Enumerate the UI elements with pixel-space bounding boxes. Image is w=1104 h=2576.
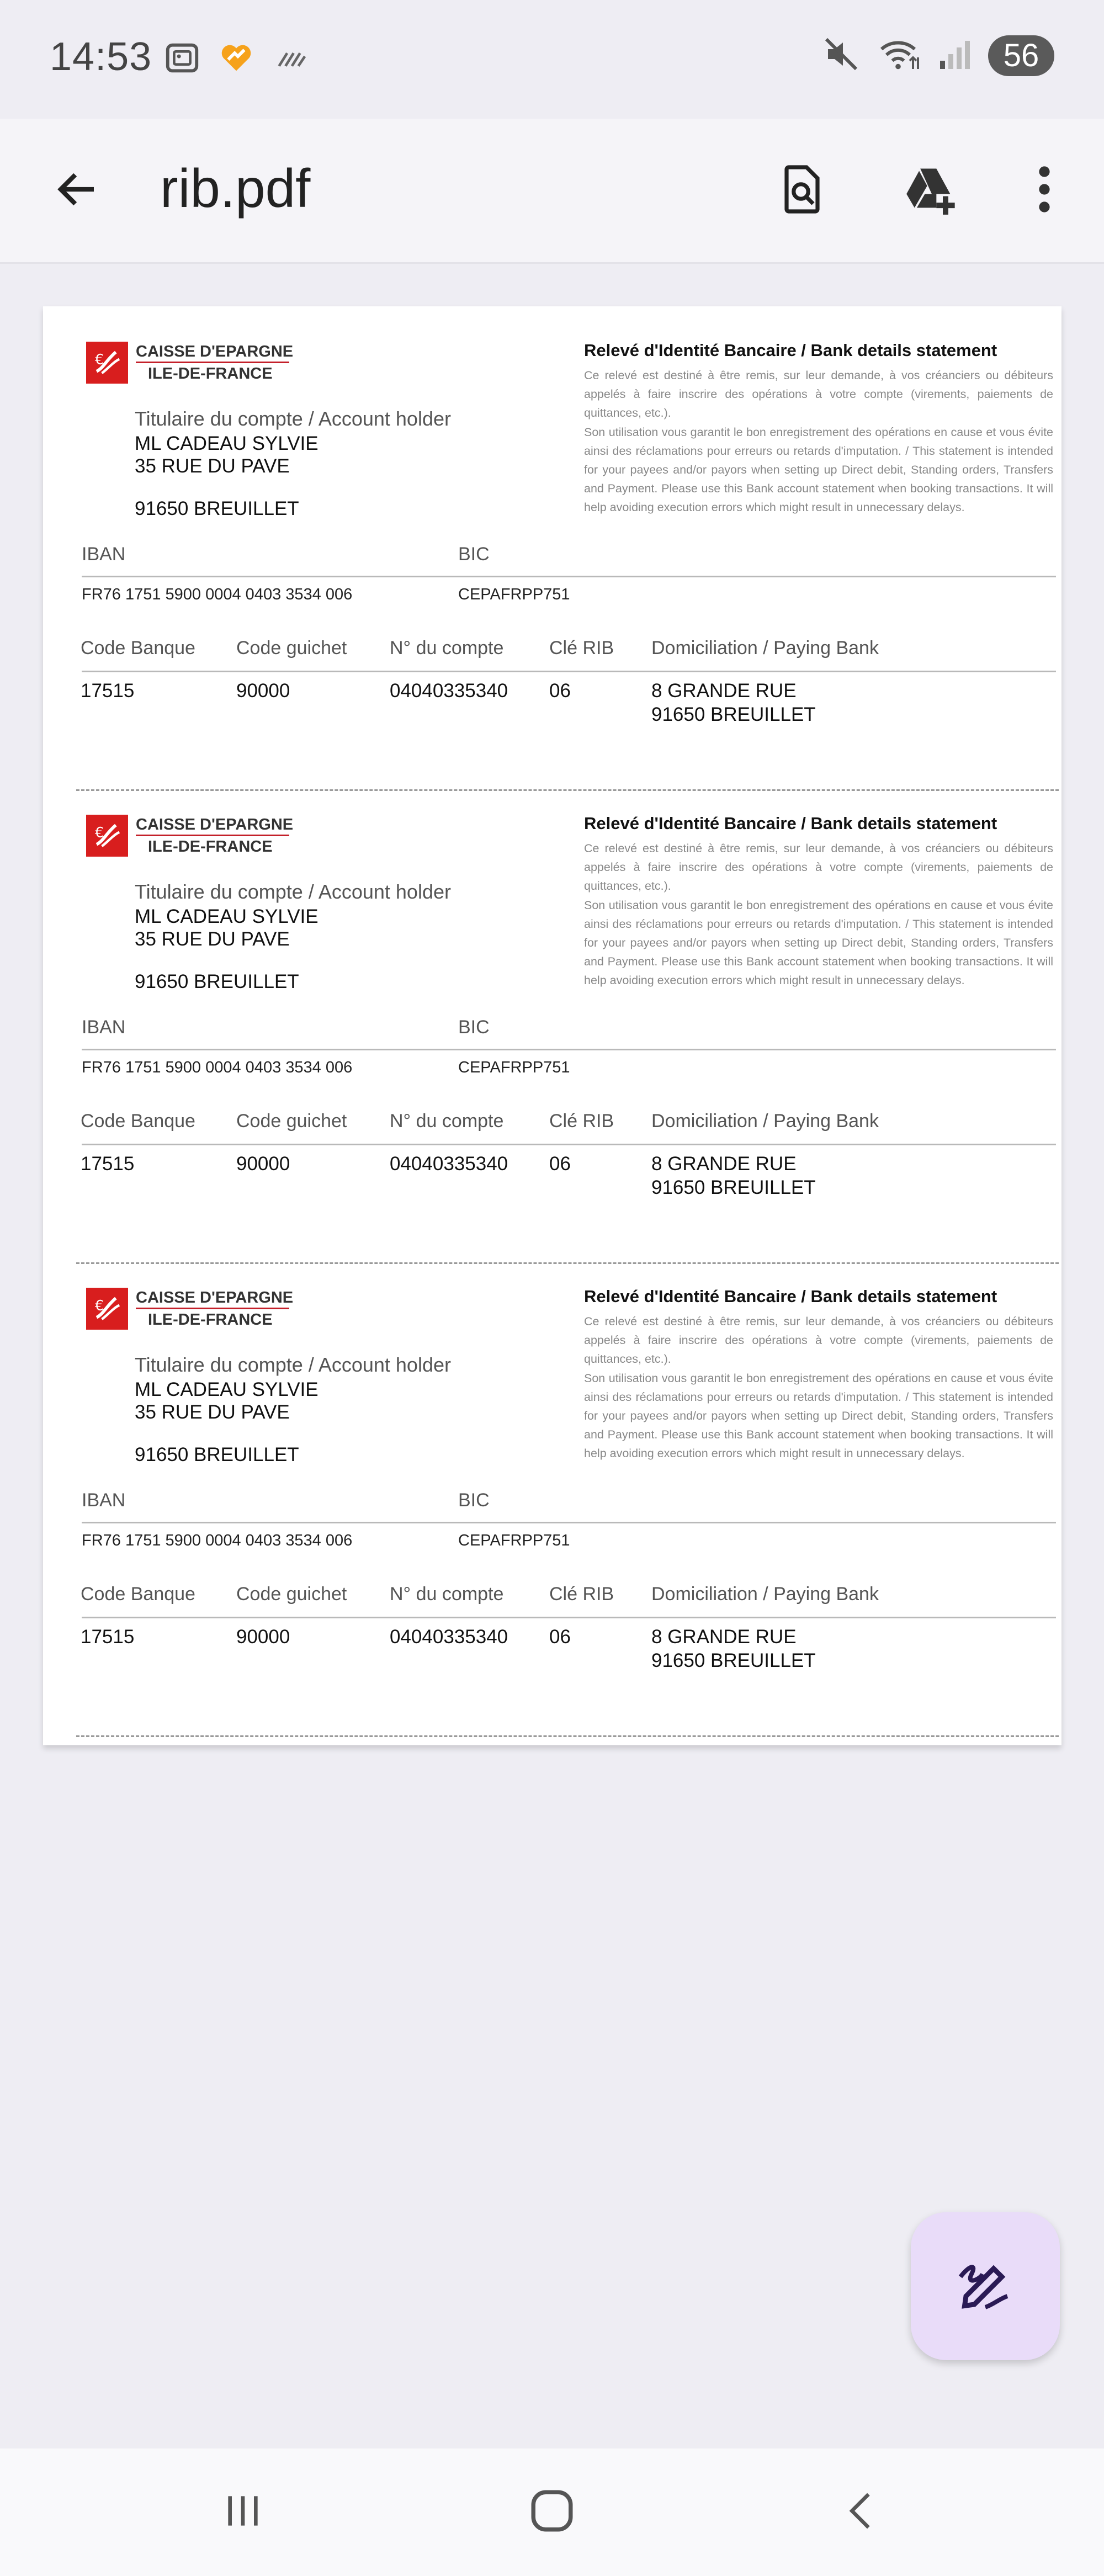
cell-signal-icon (938, 34, 972, 77)
more-options-button[interactable] (1011, 157, 1078, 224)
cle-rib-label: Clé RIB (549, 638, 614, 658)
bic-label: BIC (458, 1490, 490, 1511)
divider (82, 576, 1056, 577)
caisse-epargne-logo (86, 342, 128, 384)
bank-name: CAISSE D'EPARGNE (136, 816, 294, 833)
code-banque-value: 17515 (81, 1153, 135, 1175)
mute-icon (821, 34, 861, 77)
holder-city: 91650 BREUILLET (135, 1444, 299, 1465)
divider (82, 1522, 1056, 1523)
search-document-icon (776, 163, 829, 219)
num-compte-label: N° du compte (390, 1111, 504, 1132)
bic-value: CEPAFRPP751 (458, 1059, 570, 1076)
app-bar (0, 119, 1104, 264)
notice-body (584, 839, 1053, 990)
home-icon (527, 2486, 577, 2538)
navigation-bar (0, 2448, 1104, 2576)
iban-value: FR76 1751 5900 0004 0403 3534 006 (82, 1532, 353, 1549)
notice-title: Relevé d'Identité Bancaire / Bank details statement (584, 814, 997, 833)
code-banque-value: 17515 (81, 680, 135, 702)
logo-underline (136, 362, 289, 363)
svg-text:€: € (94, 824, 104, 841)
divider (82, 1617, 1056, 1618)
notice-paragraph-en: Son utilisation vous garantit le bon enregistrement des opérations en cause et vous évite ainsi des réclamations pour erreurs ou retards d'imputation. / This statement is intended for your payees and/or payors when setting up Direct debit, Standing orders, Transfers and Payment. Please use this Bank account statement when booking transactions. It will help avoiding execution errors which might result in unnecessary delays. (584, 898, 1053, 987)
cle-rib-label: Clé RIB (549, 1111, 614, 1132)
holder-label: Titulaire du compte / Account holder (135, 407, 451, 430)
signal-stripes-icon (271, 39, 310, 80)
notice-body (584, 1312, 1053, 1463)
bic-value: CEPAFRPP751 (458, 586, 570, 603)
bic-label: BIC (458, 1017, 490, 1038)
code-guichet-value: 90000 (236, 680, 290, 702)
holder-street: 35 RUE DU PAVE (135, 1401, 290, 1423)
notice-title: Relevé d'Identité Bancaire / Bank details statement (584, 1287, 997, 1306)
bank-region: ILE-DE-FRANCE (148, 1311, 273, 1329)
heart-app-icon (217, 39, 256, 80)
caisse-epargne-logo (86, 1288, 128, 1330)
notice-paragraph-en: Son utilisation vous garantit le bon enregistrement des opérations en cause et vous évite ainsi des réclamations pour erreurs ou retards d'imputation. / This statement is intended for your payees and/or payors when setting up Direct debit, Standing orders, Transfers and Payment. Please use this Bank account statement when booking transactions. It will help avoiding execution errors which might result in unnecessary delays. (584, 1371, 1053, 1460)
arrow-back-icon (52, 164, 102, 217)
recents-icon (221, 2489, 265, 2536)
code-guichet-value: 90000 (236, 1153, 290, 1175)
back-nav-icon (839, 2486, 883, 2538)
num-compte-value: 04040335340 (390, 1153, 508, 1175)
holder-street: 35 RUE DU PAVE (135, 928, 290, 950)
logo-underline (136, 835, 289, 836)
domiciliation-line1: 8 GRANDE RUE (651, 1626, 797, 1648)
bic-label: BIC (458, 544, 490, 565)
status-icons-right (821, 34, 1054, 77)
holder-city: 91650 BREUILLET (135, 498, 299, 519)
screenshot-icon (163, 39, 201, 80)
caisse-epargne-logo (86, 815, 128, 857)
cle-rib-value: 06 (549, 1626, 571, 1648)
rib-block (43, 779, 1061, 1252)
code-guichet-label: Code guichet (236, 1584, 347, 1605)
bank-region: ILE-DE-FRANCE (148, 365, 273, 383)
holder-name: ML CADEAU SYLVIE (135, 1379, 319, 1400)
svg-text:€: € (94, 351, 104, 368)
domiciliation-line1: 8 GRANDE RUE (651, 1153, 797, 1175)
more-vert-icon (1036, 163, 1053, 219)
notice-paragraph-fr: Ce relevé est destiné à être remis, sur leur demande, à vos créanciers ou débiteurs appelés à faire inscrire des opérations à votre compte (virements, paiements de quittances, etc.). (584, 842, 1053, 893)
svg-text:€: € (94, 1297, 104, 1314)
status-bar (0, 0, 1104, 119)
status-icons-left (163, 39, 310, 80)
code-banque-label: Code Banque (81, 1111, 195, 1132)
holder-city: 91650 BREUILLET (135, 971, 299, 992)
num-compte-value: 04040335340 (390, 1626, 508, 1648)
holder-label: Titulaire du compte / Account holder (135, 1353, 451, 1376)
num-compte-label: N° du compte (390, 1584, 504, 1605)
iban-label: IBAN (82, 544, 126, 565)
pdf-page[interactable] (43, 306, 1061, 1745)
notice-title: Relevé d'Identité Bancaire / Bank details statement (584, 341, 997, 360)
code-guichet-value: 90000 (236, 1626, 290, 1648)
search-document-button[interactable] (769, 157, 835, 224)
back-nav-button[interactable] (820, 2476, 903, 2548)
drive-add-button[interactable] (899, 157, 965, 224)
num-compte-value: 04040335340 (390, 680, 508, 702)
page-title: rib.pdf (160, 158, 311, 219)
notice-paragraph-fr: Ce relevé est destiné à être remis, sur leur demande, à vos créanciers ou débiteurs appelés à faire inscrire des opérations à votre compte (virements, paiements de quittances, etc.). (584, 369, 1053, 420)
domiciliation-label: Domiciliation / Paying Bank (651, 1111, 879, 1132)
iban-label: IBAN (82, 1017, 126, 1038)
domiciliation-label: Domiciliation / Paying Bank (651, 1584, 879, 1605)
notice-body (584, 366, 1053, 517)
divider (82, 1049, 1056, 1050)
bank-name: CAISSE D'EPARGNE (136, 1289, 294, 1306)
recents-button[interactable] (201, 2476, 284, 2548)
iban-value: FR76 1751 5900 0004 0403 3534 006 (82, 586, 353, 603)
edit-pen-icon (952, 2252, 1018, 2321)
domiciliation-line1: 8 GRANDE RUE (651, 680, 797, 702)
bank-region: ILE-DE-FRANCE (148, 838, 273, 856)
wifi-icon (878, 34, 922, 77)
back-button[interactable] (44, 157, 110, 224)
num-compte-label: N° du compte (390, 638, 504, 658)
divider (82, 671, 1056, 672)
code-guichet-label: Code guichet (236, 638, 347, 658)
holder-name: ML CADEAU SYLVIE (135, 433, 319, 454)
cle-rib-value: 06 (549, 1153, 571, 1175)
domiciliation-line2: 91650 BREUILLET (651, 704, 816, 725)
code-guichet-label: Code guichet (236, 1111, 347, 1132)
domiciliation-line2: 91650 BREUILLET (651, 1177, 816, 1198)
bic-value: CEPAFRPP751 (458, 1532, 570, 1549)
code-banque-label: Code Banque (81, 1584, 195, 1605)
code-banque-value: 17515 (81, 1626, 135, 1648)
bank-name: CAISSE D'EPARGNE (136, 343, 294, 360)
domiciliation-label: Domiciliation / Paying Bank (651, 638, 879, 658)
notice-paragraph-en: Son utilisation vous garantit le bon enregistrement des opérations en cause et vous évite ainsi des réclamations pour erreurs ou retards d'imputation. / This statement is intended for your payees and/or payors when setting up Direct debit, Standing orders, Transfers and Payment. Please use this Bank account statement when booking transactions. It will help avoiding execution errors which might result in unnecessary delays. (584, 425, 1053, 514)
annotate-fab-button[interactable] (911, 2212, 1060, 2360)
cle-rib-label: Clé RIB (549, 1584, 614, 1605)
iban-label: IBAN (82, 1490, 126, 1511)
cle-rib-value: 06 (549, 680, 571, 702)
rib-block (43, 306, 1061, 779)
divider (82, 1144, 1056, 1145)
iban-value: FR76 1751 5900 0004 0403 3534 006 (82, 1059, 353, 1076)
holder-label: Titulaire du compte / Account holder (135, 880, 451, 903)
home-button[interactable] (511, 2476, 593, 2548)
battery-icon: 56 (988, 35, 1054, 76)
holder-name: ML CADEAU SYLVIE (135, 906, 319, 927)
logo-underline (136, 1308, 289, 1309)
status-time: 14:53 (50, 35, 152, 79)
notice-paragraph-fr: Ce relevé est destiné à être remis, sur leur demande, à vos créanciers ou débiteurs appelés à faire inscrire des opérations à votre compte (virements, paiements de quittances, etc.). (584, 1315, 1053, 1366)
drive-add-icon (901, 162, 962, 220)
rib-block (43, 1252, 1061, 1725)
code-banque-label: Code Banque (81, 638, 195, 658)
holder-street: 35 RUE DU PAVE (135, 455, 290, 477)
cut-line (76, 1735, 1059, 1737)
domiciliation-line2: 91650 BREUILLET (651, 1650, 816, 1671)
